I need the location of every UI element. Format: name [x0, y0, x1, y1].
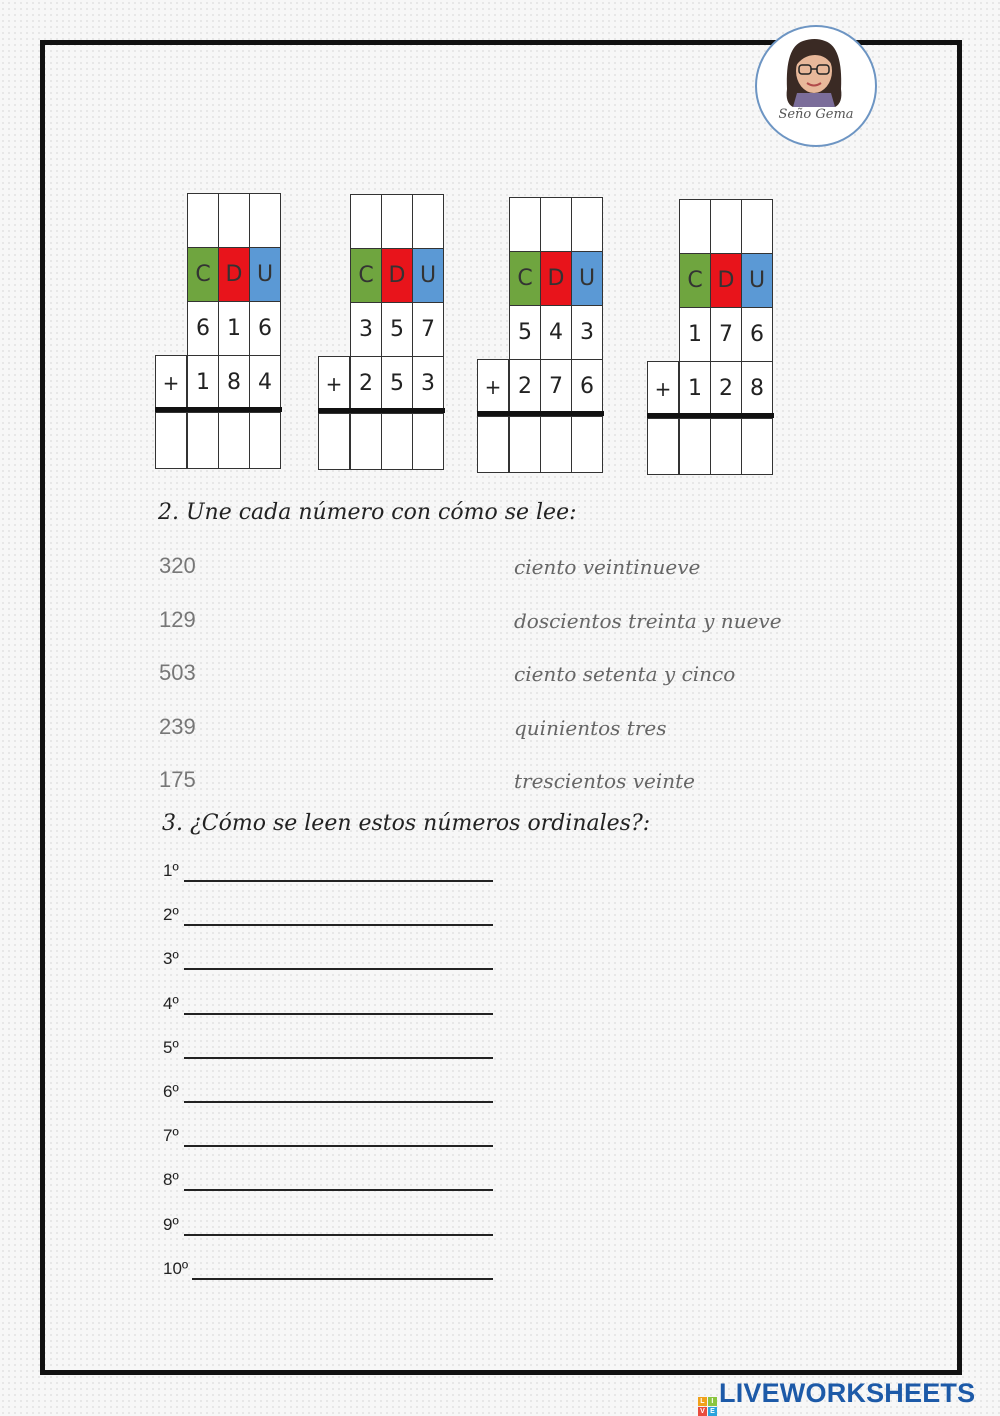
top-digit: 5 [509, 305, 541, 360]
ordinal-label: 6º [163, 1082, 179, 1101]
carry-cell[interactable] [249, 193, 281, 248]
answer-line[interactable] [192, 1278, 493, 1280]
place-value-header-U: U [571, 251, 603, 306]
carry-cell[interactable] [350, 194, 382, 249]
place-value-header-D: D [381, 248, 413, 303]
addition-grid-3 [477, 197, 605, 477]
answer-line[interactable] [184, 880, 493, 882]
brand-badge-icon: L I V E [698, 1397, 717, 1416]
brand-text: LIVEWORKSHEETS [719, 1378, 976, 1408]
logo-caption: Seño Gema [778, 107, 854, 122]
place-value-header-C: C [679, 253, 711, 308]
bottom-digit: 1 [679, 361, 711, 416]
bottom-digit: 8 [741, 361, 773, 416]
carry-cell[interactable] [540, 197, 572, 252]
place-value-header-D: D [540, 251, 572, 306]
answer-cell[interactable] [350, 413, 382, 470]
bottom-digit: 2 [710, 361, 742, 416]
ordinal-label: 3º [163, 949, 179, 969]
ordinal-label: 1º [163, 861, 179, 880]
carry-cell[interactable] [741, 199, 773, 254]
place-value-header-U: U [249, 247, 281, 302]
answer-line[interactable] [184, 1234, 493, 1236]
answer-line[interactable] [184, 1057, 493, 1059]
answer-line[interactable] [184, 1145, 493, 1147]
match-number[interactable]: 239 [159, 713, 196, 739]
top-digit: 1 [218, 301, 250, 356]
top-digit: 3 [350, 302, 382, 357]
match-word[interactable]: trescientos veinte [514, 769, 695, 793]
addition-grid-2 [318, 194, 446, 474]
top-digit: 7 [710, 307, 742, 362]
place-value-header-C: C [509, 251, 541, 306]
liveworksheets-brand [698, 1378, 975, 1416]
carry-cell[interactable] [710, 199, 742, 254]
match-word[interactable]: ciento setenta y cinco [514, 662, 736, 686]
answer-line[interactable] [184, 968, 493, 970]
bottom-digit: 3 [412, 356, 444, 411]
place-value-header-D: D [710, 253, 742, 308]
match-number[interactable]: 320 [159, 553, 196, 578]
place-value-header-D: D [218, 247, 250, 302]
answer-cell[interactable] [187, 412, 219, 469]
match-number[interactable]: 175 [159, 767, 196, 792]
carry-cell[interactable] [412, 194, 444, 249]
bottom-digit: 4 [249, 355, 281, 410]
top-digit: 6 [249, 301, 281, 356]
carry-cell[interactable] [679, 199, 711, 254]
carry-cell[interactable] [381, 194, 413, 249]
answer-cell[interactable] [571, 416, 603, 473]
ordinal-label: 7º [163, 1126, 179, 1146]
answer-cell[interactable] [679, 418, 711, 475]
bottom-digit: 2 [509, 359, 541, 414]
top-digit: 3 [571, 305, 603, 360]
carry-cell[interactable] [509, 197, 541, 252]
match-number[interactable]: 129 [159, 606, 196, 632]
addition-grid-4 [647, 199, 775, 479]
ordinal-label: 4º [163, 993, 179, 1013]
answer-cell[interactable] [318, 413, 350, 470]
plus-sign: + [647, 361, 679, 416]
answer-line[interactable] [184, 1013, 493, 1015]
carry-cell[interactable] [187, 193, 219, 248]
answer-cell[interactable] [249, 412, 281, 469]
carry-cell[interactable] [218, 193, 250, 248]
match-word[interactable]: quinientos tres [514, 715, 667, 740]
teacher-logo [755, 25, 877, 147]
top-digit: 7 [412, 302, 444, 357]
match-word[interactable]: ciento veintinueve [514, 555, 701, 579]
ordinal-label: 5º [163, 1037, 179, 1057]
top-digit: 6 [187, 301, 219, 356]
top-digit: 1 [679, 307, 711, 362]
top-digit: 6 [741, 307, 773, 362]
answer-cell[interactable] [218, 412, 250, 469]
ordinal-label: 2º [163, 905, 179, 925]
match-number[interactable]: 503 [159, 660, 196, 685]
answer-cell[interactable] [509, 416, 541, 473]
carry-cell[interactable] [571, 197, 603, 252]
answer-cell[interactable] [540, 416, 572, 473]
match-word[interactable]: doscientos treinta y nueve [514, 608, 782, 633]
plus-sign: + [318, 356, 350, 411]
answer-cell[interactable] [412, 413, 444, 470]
answer-cell[interactable] [477, 416, 509, 473]
answer-line[interactable] [184, 924, 493, 926]
exercise2-title: 2. Une cada número con cómo se lee: [158, 500, 577, 525]
bottom-digit: 5 [381, 356, 413, 411]
answer-cell[interactable] [741, 418, 773, 475]
bottom-digit: 8 [218, 355, 250, 410]
place-value-header-C: C [187, 247, 219, 302]
place-value-header-C: C [350, 248, 382, 303]
answer-cell[interactable] [381, 413, 413, 470]
ordinal-label: 8º [163, 1170, 179, 1190]
bottom-digit: 1 [187, 355, 219, 410]
avatar-icon [757, 27, 875, 145]
top-digit: 4 [540, 305, 572, 360]
answer-line[interactable] [184, 1189, 493, 1191]
answer-cell[interactable] [155, 412, 187, 469]
answer-cell[interactable] [710, 418, 742, 475]
plus-sign: + [477, 359, 509, 414]
exercise3-title: 3. ¿Cómo se leen estos números ordinales?: [162, 811, 651, 836]
top-digit: 5 [381, 302, 413, 357]
bottom-digit: 7 [540, 359, 572, 414]
answer-cell[interactable] [647, 418, 679, 475]
place-value-header-U: U [741, 253, 773, 308]
ordinal-label: 10º [163, 1258, 189, 1278]
bottom-digit: 2 [350, 356, 382, 411]
place-value-header-U: U [412, 248, 444, 303]
bottom-digit: 6 [571, 359, 603, 414]
plus-sign: + [155, 355, 187, 410]
answer-line[interactable] [184, 1101, 493, 1103]
addition-grid-1 [155, 193, 283, 473]
ordinal-label: 9º [163, 1214, 179, 1234]
